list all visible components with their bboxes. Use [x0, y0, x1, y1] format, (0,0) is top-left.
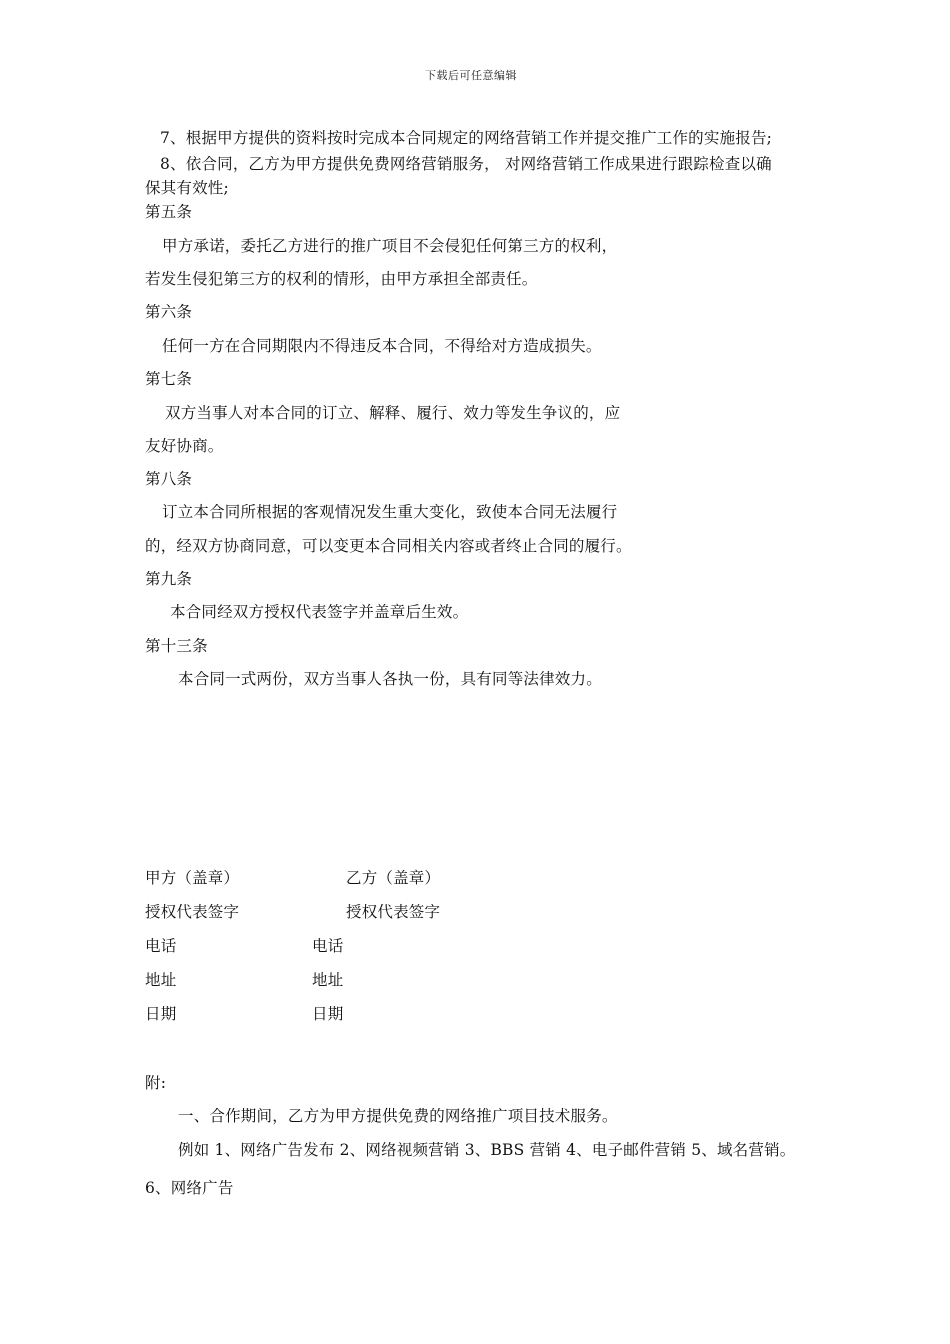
page-header-note: 下载后可任意编辑 [425, 69, 517, 82]
clause-item-7: 7、根据甲方提供的资料按时完成本合同规定的网络营销工作并提交推广工作的实施报告; [160, 129, 773, 147]
appendix-line3: 6、网络广告 [145, 1179, 234, 1197]
party-a-phone-label: 电话 [145, 937, 177, 955]
party-b-address-label: 地址 [312, 971, 344, 989]
appendix-title: 附: [145, 1074, 167, 1092]
clause-item-8-line1: 8、依合同，乙方为甲方提供免费网络营销服务， 对网络营销工作成果进行跟踪检查以确 [160, 155, 772, 173]
article-9-line1: 本合同经双方授权代表签字并盖章后生效。 [170, 603, 469, 621]
party-a-date-label: 日期 [145, 1005, 177, 1023]
article-5-title: 第五条 [145, 203, 193, 221]
article-13-line1: 本合同一式两份，双方当事人各执一份，具有同等法律效力。 [178, 670, 602, 688]
clause-item-8-line2: 保其有效性; [145, 179, 229, 197]
party-a-seal-label: 甲方（盖章） [145, 869, 240, 887]
appendix-line2: 例如 1、网络广告发布 2、网络视频营销 3、BBS 营销 4、电子邮件营销 5、域名营销。 [178, 1141, 796, 1159]
article-8-line2: 的，经双方协商同意，可以变更本合同相关内容或者终止合同的履行。 [145, 537, 632, 555]
article-6-line1: 任何一方在合同期限内不得违反本合同，不得给对方造成损失。 [162, 337, 602, 355]
article-5-line2: 若发生侵犯第三方的权利的情形，由甲方承担全部责任。 [145, 270, 538, 288]
article-9-title: 第九条 [145, 570, 193, 588]
appendix-line1: 一、合作期间，乙方为甲方提供免费的网络推广项目技术服务。 [178, 1107, 618, 1125]
party-b-rep-label: 授权代表签字 [346, 903, 441, 921]
party-a-rep-label: 授权代表签字 [145, 903, 240, 921]
party-b-date-label: 日期 [312, 1005, 344, 1023]
article-6-title: 第六条 [145, 303, 193, 321]
party-a-address-label: 地址 [145, 971, 177, 989]
article-8-line1: 订立本合同所根据的客观情况发生重大变化，致使本合同无法履行 [162, 503, 618, 521]
article-7-line2: 友好协商。 [145, 437, 224, 455]
article-7-title: 第七条 [145, 370, 193, 388]
party-b-seal-label: 乙方（盖章） [346, 869, 441, 887]
article-8-title: 第八条 [145, 470, 193, 488]
article-13-title: 第十三条 [145, 637, 208, 655]
article-7-line1: 双方当事人对本合同的订立、解释、履行、效力等发生争议的，应 [165, 404, 621, 422]
party-b-phone-label: 电话 [312, 937, 344, 955]
article-5-line1: 甲方承诺，委托乙方进行的推广项目不会侵犯任何第三方的权利， [162, 237, 618, 255]
